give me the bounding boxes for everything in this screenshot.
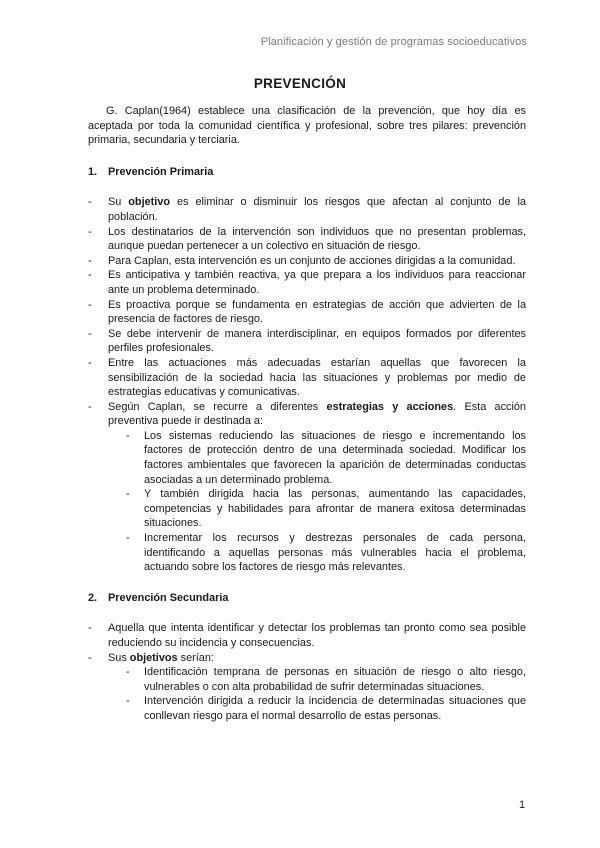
intro-paragraph: G. Caplan(1964) establece una clasificación de la prevención, que hoy día es aceptada por toda la comunidad científica y profesional, sobre tres pilares: prevención primaria, secundaria y terciaria. [88,105,526,147]
primaria-sublist [108,429,526,575]
sublist-item: - Intervención dirigida a reducir la incidencia de determinadas situaciones que conllevan riesgo para el normal desarrollo de estas personas. [108,694,526,723]
page-number: 1 [519,799,526,811]
section-title: Prevención Secundaria [108,591,229,604]
section-number: 1. [88,165,98,178]
list-item: - Su objetivo es eliminar o disminuir los riesgos que afectan al conjunto de la población. [88,195,526,224]
list-item: - Para Caplan, esta intervención es un conjunto de acciones dirigidas a la comunidad. [88,254,526,269]
list-item: - Es anticipativa y también reactiva, ya que prepara a los individuos para reaccionar ante un problema determinado. [88,268,526,297]
section-title: Prevención Primaria [108,165,214,178]
list-item: - Aquella que intenta identificar y detectar los problemas tan pronto como sea posible reduciendo su incidencia y consecuencias. [88,621,526,650]
sublist-item: - Incrementar los recursos y destrezas personales de cada persona, identificando a aquellas personas más vulnerables hacia el problema, actuando sobre los factores de riesgo más relevantes. [108,531,526,575]
document-body [88,104,526,724]
page-title: PREVENCIÓN [253,76,347,91]
section-heading-secundaria [88,591,526,606]
sublist-item: - Y también dirigida hacia las personas, aumentando las capacidades, competencias y habilidades para afrontar de manera exitosa determinadas situaciones. [108,487,526,531]
list-item: - Los destinatarios de la intervención son individuos que no presentan problemas, aunque puedan pertenecer a un colectivo en situación de riesgo. [88,225,526,254]
running-header: Planificación y gestión de programas socioeducativos [260,36,527,48]
list-item: - Sus objetivos serían: - Identificación temprana de personas en situación de riesgo o alto riesgo, vulnerables o con alta probabilidad de sufrir determinadas situaciones. - Intervención dirigida a reducir la incidencia de determinadas situaciones que conllevan riesgo para el normal desarrollo de estas personas. [88,651,526,724]
primaria-list [88,195,526,574]
list-item: - Según Caplan, se recurre a diferentes estrategias y acciones. Esta acción preventiva puede ir destinada a: - Los sistemas reduciendo las situaciones de riesgo e incrementando los factores de protección dentro de una determinada sociedad. Modificar los factores ambientales que favorecen la aparición de determinadas conductas asociadas a un determinado problema. - Y también dirigida hacia las personas, aumentando las capacidades, competencias y habilidades para afrontar de manera exitosa determinadas situaciones. - Incrementar los recursos y destrezas personales de cada persona, identificando a aquellas personas más vulnerables hacia el problema, actuando sobre los factores de riesgo más relevantes. [88,400,526,575]
section-heading-primaria [88,165,526,180]
secundaria-sublist [108,665,526,723]
section-number: 2. [88,591,98,604]
list-item: - Se debe intervenir de manera interdisciplinar, en equipos formados por diferentes perfiles profesionales. [88,327,526,356]
secundaria-list [88,621,526,723]
sublist-item: - Los sistemas reduciendo las situaciones de riesgo e incrementando los factores de protección dentro de una determinada sociedad. Modificar los factores ambientales que favorecen la aparición de determinadas conductas asociadas a un determinado problema. [108,429,526,487]
list-item: - Es proactiva porque se fundamenta en estrategias de acción que advierten de la presencia de factores de riesgo. [88,298,526,327]
sublist-item: - Identificación temprana de personas en situación de riesgo o alto riesgo, vulnerables o con alta probabilidad de sufrir determinadas situaciones. [108,665,526,694]
list-item: - Entre las actuaciones más adecuadas estarían aquellas que favorecen la sensibilización de la sociedad hacia las situaciones y problemas por medio de estrategias educativas y comunicativas. [88,356,526,400]
